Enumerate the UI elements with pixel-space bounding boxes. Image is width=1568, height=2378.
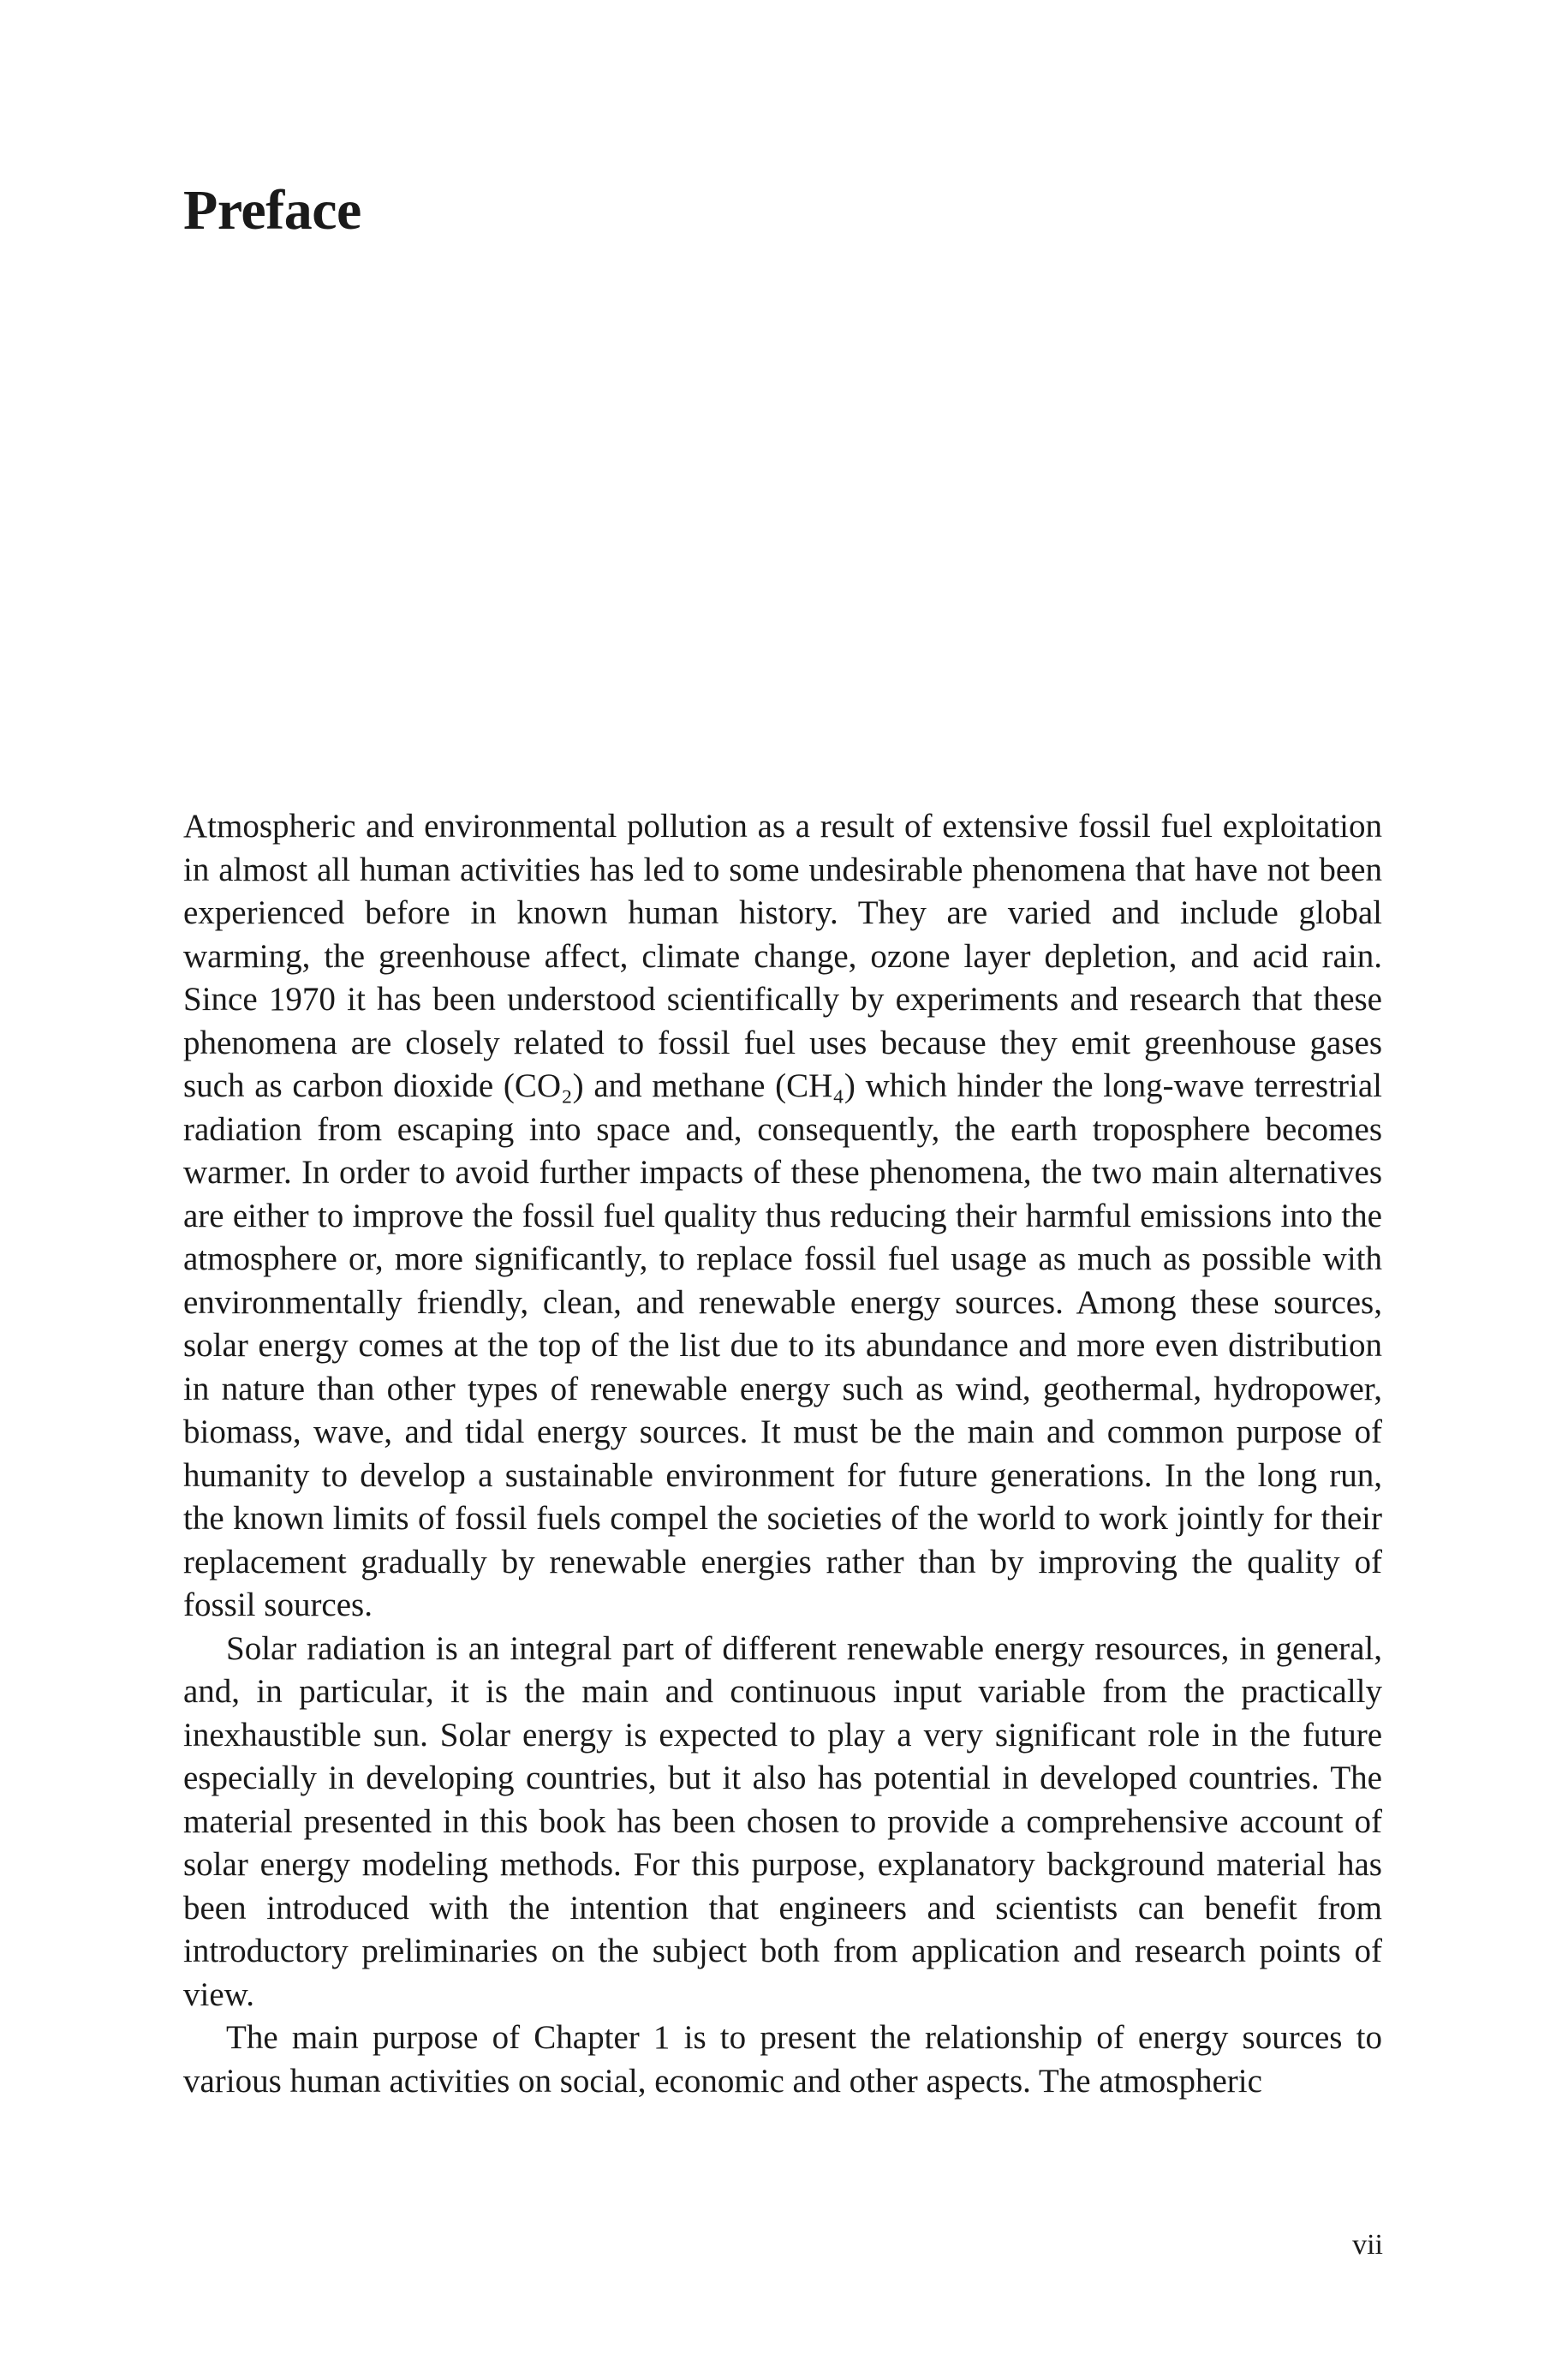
paragraph-2: Solar radiation is an integral part of different renewable energy resources, in general, and, in particular, it is the main and continuous input variable from the practically inexhaustible sun. Solar energy is expected to play a very significant role in the future especially in developing countries, but it also has potential in developed countries. The material presented in this book has been chosen to provide a comprehensive account of solar energy modeling methods. For this purpose, explanatory background material has been introduced with the intention that engineers and scientists can benefit from introductory preliminaries on the subject both from application and research points of view. — [183, 1629, 1382, 2013]
page-number: vii — [1352, 2229, 1383, 2261]
page-title: Preface — [183, 179, 361, 242]
preface-body — [183, 805, 1382, 2103]
paragraph-3: The main purpose of Chapter 1 is to present the relationship of energy sources to various human activities on social, economic and other aspects. The atmospheric — [183, 2019, 1382, 2100]
paragraph-1: Atmospheric and environmental pollution as a result of extensive fossil fuel exploitation in almost all human activities has led to some undesirable phenomena that have not been experienced before in known human history. They are varied and include global warming, the greenhouse affect, climate change, ozone layer depletion, and acid rain. Since 1970 it has been understood scientifically by experiments and research that these phenomena are closely related to fossil fuel uses because they emit greenhouse gases such as carbon dioxide (CO₂) and methane (CH₄) which hinder the long-wave terrestrial radiation from escaping into space and, consequently, the earth troposphere becomes warmer. In order to avoid further impacts of these phenomena, the two main alternatives are either to improve the fossil fuel quality thus reducing their harmful emissions into the atmosphere or, more significantly, to replace fossil fuel usage as much as possible with environmentally friendly, clean, and renewable energy sources. Among these sources, solar energy comes at the top of the list due to its abundance and more even distribution in nature than other types of renewable energy such as wind, geothermal, hydropower, biomass, wave, and tidal energy sources. It must be the main and common purpose of humanity to develop a sustainable environment for future generations. In the long run, the known limits of fossil fuels compel the societies of the world to work jointly for their replacement gradually by renewable energies rather than by improving the quality of fossil sources. — [183, 808, 1382, 1623]
